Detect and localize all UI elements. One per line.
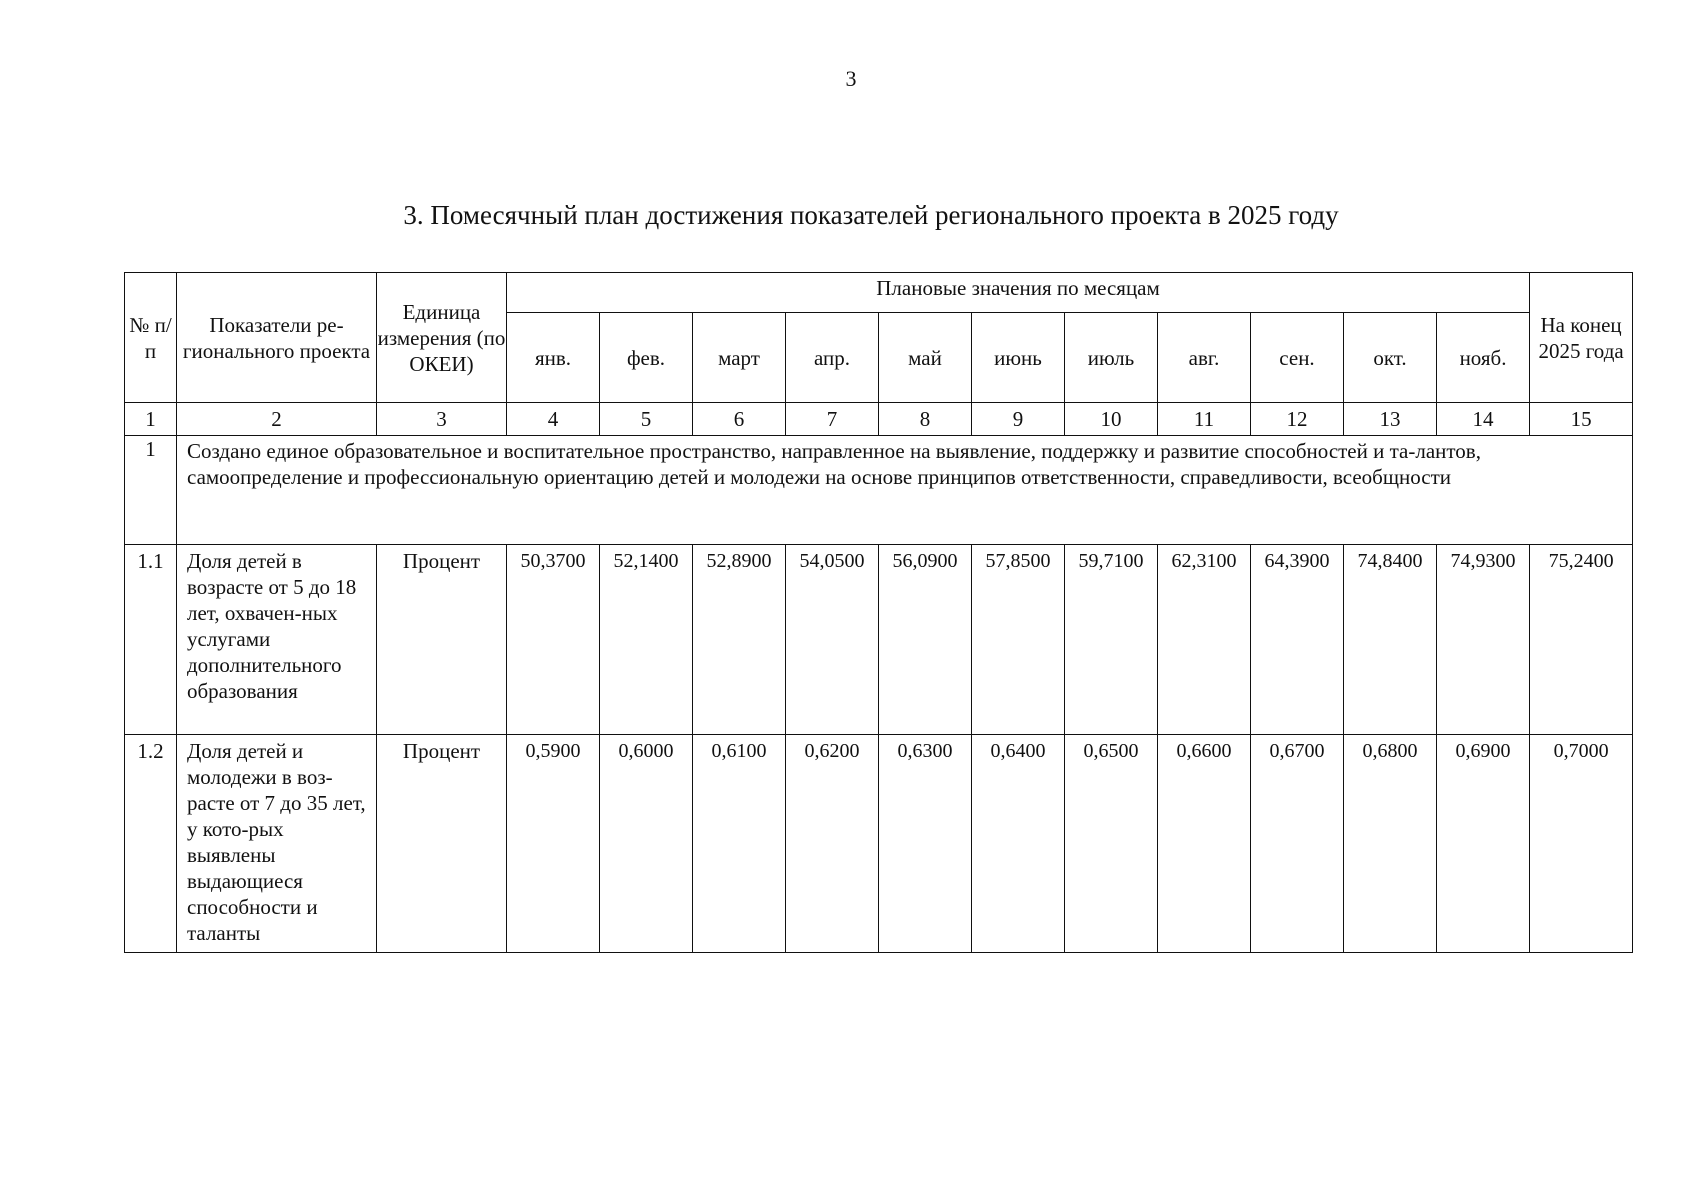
header-unit: Единица измерения (по ОКЕИ) [377,273,507,403]
header-month: авг. [1158,313,1251,403]
table-row [125,545,1633,735]
month-value: 0,6900 [1437,735,1530,953]
month-value: 0,5900 [507,735,600,953]
indicator-name: Доля детей и молодежи в воз-расте от 7 до 35 лет, у кото-рых выявлены выдающиеся способности и таланты [177,735,377,953]
column-index: 9 [972,403,1065,436]
header-month: июнь [972,313,1065,403]
month-value: 52,8900 [693,545,786,735]
header-year-end: На конец 2025 года [1530,273,1633,403]
month-value: 0,6200 [786,735,879,953]
column-index: 1 [125,403,177,436]
column-index-row [125,403,1633,436]
column-index: 8 [879,403,972,436]
header-month: нояб. [1437,313,1530,403]
month-value: 54,0500 [786,545,879,735]
header-month: окт. [1344,313,1437,403]
column-index: 10 [1065,403,1158,436]
column-index: 7 [786,403,879,436]
table-row [125,735,1633,953]
month-value: 0,6600 [1158,735,1251,953]
column-index: 11 [1158,403,1251,436]
month-value: 0,6700 [1251,735,1344,953]
column-index: 15 [1530,403,1633,436]
month-value: 59,7100 [1065,545,1158,735]
month-value: 62,3100 [1158,545,1251,735]
header-month: янв. [507,313,600,403]
row-number: 1.2 [125,735,177,953]
column-index: 6 [693,403,786,436]
column-index: 3 [377,403,507,436]
header-month: сен. [1251,313,1344,403]
document-title: 3. Помесячный план достижения показателей регионального проекта в 2025 году [403,200,1339,230]
month-value: 0,6500 [1065,735,1158,953]
month-value: 0,6800 [1344,735,1437,953]
header-monthly-group: Плановые значения по месяцам [507,273,1530,313]
section-row [125,436,1633,545]
month-value: 0,6300 [879,735,972,953]
month-value: 74,9300 [1437,545,1530,735]
header-num: № п/п [125,273,177,403]
header-month: март [693,313,786,403]
header-month: апр. [786,313,879,403]
header-month: июль [1065,313,1158,403]
year-end-value: 0,7000 [1530,735,1633,953]
month-value: 64,3900 [1251,545,1344,735]
header-month: май [879,313,972,403]
month-value: 57,8500 [972,545,1065,735]
column-index: 13 [1344,403,1437,436]
month-value: 0,6000 [600,735,693,953]
monthly-plan-table [124,272,1633,953]
month-value: 74,8400 [1344,545,1437,735]
column-index: 14 [1437,403,1530,436]
unit-cell: Процент [377,735,507,953]
indicator-name: Доля детей в возрасте от 5 до 18 лет, охвачен-ных услугами дополнительного образования [177,545,377,735]
column-index: 5 [600,403,693,436]
header-indicator: Показатели ре-гионального проекта [177,273,377,403]
page-number: 3 [845,66,857,91]
month-value: 52,1400 [600,545,693,735]
month-value: 50,3700 [507,545,600,735]
month-value: 0,6400 [972,735,1065,953]
unit-cell: Процент [377,545,507,735]
month-value: 56,0900 [879,545,972,735]
column-index: 12 [1251,403,1344,436]
row-number: 1.1 [125,545,177,735]
section-number: 1 [125,436,177,545]
month-value: 0,6100 [693,735,786,953]
header-month: фев. [600,313,693,403]
column-index: 2 [177,403,377,436]
section-text: Создано единое образовательное и воспитательное пространство, направленное на выявление, поддержку и развитие способностей и та-лантов, самоопределение и профессиональную ориентацию детей и молодежи на основе принципов ответственности, справедливости, всеобщности [177,436,1633,545]
column-index: 4 [507,403,600,436]
year-end-value: 75,2400 [1530,545,1633,735]
